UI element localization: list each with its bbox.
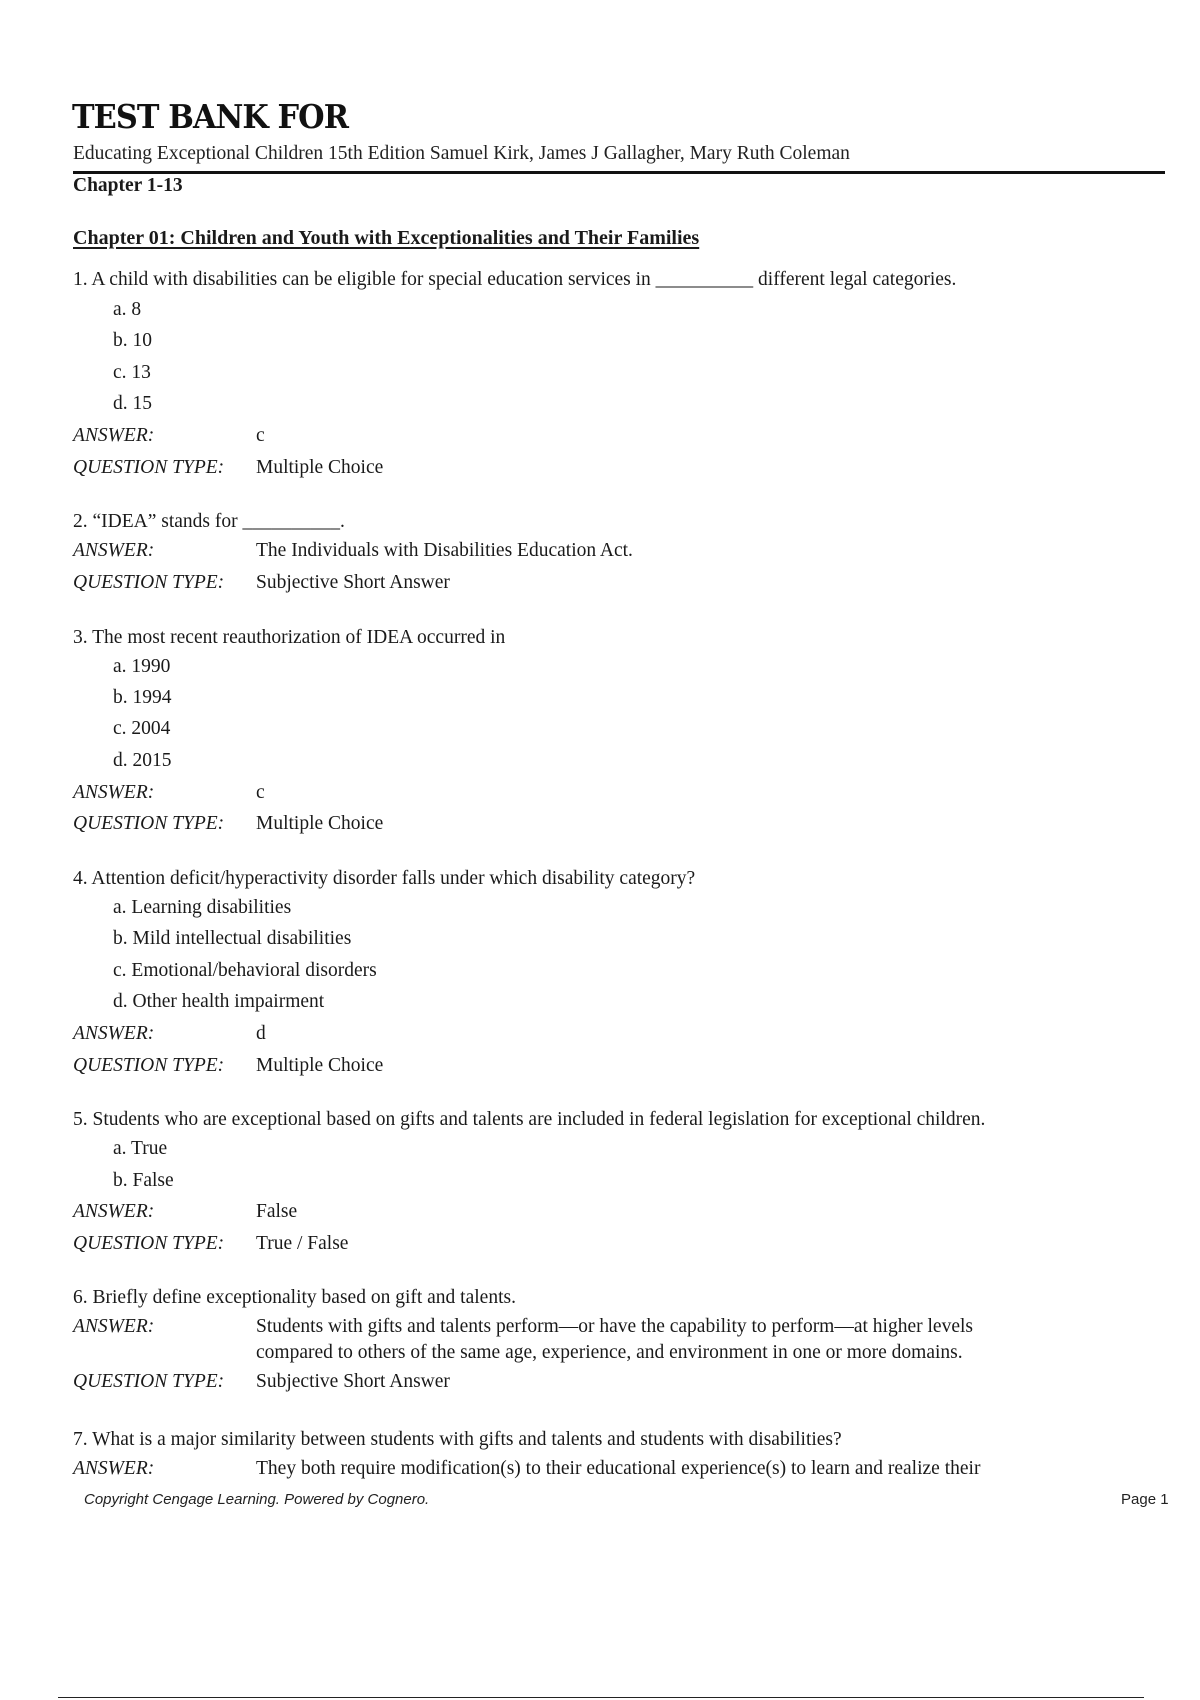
answer-option: b. 10 xyxy=(113,330,152,351)
answer-option: a. 8 xyxy=(113,299,142,320)
question-type-value: Multiple Choice xyxy=(256,1055,384,1076)
answer-value: They both require modification(s) to their educational experience(s) to learn and realize their xyxy=(256,1458,981,1479)
document-title: TEST BANK FOR xyxy=(72,97,349,136)
answer-value: False xyxy=(256,1201,298,1222)
question-type-value: Subjective Short Answer xyxy=(256,1371,450,1392)
answer-label: ANSWER: xyxy=(73,1201,155,1222)
answer-label: ANSWER: xyxy=(73,425,155,446)
question-text: 5. Students who are exceptional based on gifts and talents are included in federal legislation for exceptional children. xyxy=(73,1109,986,1130)
question-text: 4. Attention deficit/hyperactivity disorder falls under which disability category? xyxy=(73,868,696,889)
question-type-label: QUESTION TYPE: xyxy=(73,1233,225,1254)
answer-option: a. 1990 xyxy=(113,656,171,677)
question-type-label: QUESTION TYPE: xyxy=(73,457,225,478)
answer-label: ANSWER: xyxy=(73,1023,155,1044)
answer-option: d. Other health impairment xyxy=(113,991,325,1012)
answer-option: b. False xyxy=(113,1170,174,1191)
answer-value: The Individuals with Disabilities Education Act. xyxy=(256,540,633,561)
answer-option: c. 2004 xyxy=(113,718,171,739)
question-text: 1. A child with disabilities can be eligible for special education services in __________ different legal categories. xyxy=(73,269,957,290)
answer-option: b. Mild intellectual disabilities xyxy=(113,928,352,949)
answer-option: a. Learning disabilities xyxy=(113,897,292,918)
answer-option: a. True xyxy=(113,1138,168,1159)
answer-option: c. 13 xyxy=(113,362,151,383)
answer-value-line: compared to others of the same age, experience, and environment in one or more domains. xyxy=(256,1342,963,1363)
question-type-label: QUESTION TYPE: xyxy=(73,1371,225,1392)
answer-option: d. 2015 xyxy=(113,750,172,771)
question-type-label: QUESTION TYPE: xyxy=(73,1055,225,1076)
footer-page-number: Page 1 xyxy=(1121,1491,1169,1508)
chapter-range: Chapter 1-13 xyxy=(73,175,183,196)
answer-option: d. 15 xyxy=(113,393,152,414)
question-type-value: True / False xyxy=(256,1233,349,1254)
book-subtitle: Educating Exceptional Children 15th Edition Samuel Kirk, James J Gallagher, Mary Ruth Coleman xyxy=(73,143,850,164)
question-type-label: QUESTION TYPE: xyxy=(73,813,225,834)
answer-value: c xyxy=(256,782,265,803)
question-text: 7. What is a major similarity between students with gifts and talents and students with disabilities? xyxy=(73,1429,842,1450)
answer-value: d xyxy=(256,1023,266,1044)
next-page-divider xyxy=(58,1697,1144,1698)
question-type-value: Multiple Choice xyxy=(256,457,384,478)
question-text: 6. Briefly define exceptionality based on gift and talents. xyxy=(73,1287,516,1308)
chapter-heading: Chapter 01: Children and Youth with Exceptionalities and Their Families xyxy=(73,227,700,249)
question-type-label: QUESTION TYPE: xyxy=(73,572,225,593)
answer-option: b. 1994 xyxy=(113,687,172,708)
answer-label: ANSWER: xyxy=(73,1316,155,1337)
answer-label: ANSWER: xyxy=(73,782,155,803)
question-text: 3. The most recent reauthorization of IDEA occurred in xyxy=(73,627,506,648)
answer-value-line: Students with gifts and talents perform—or have the capability to perform—at higher levels xyxy=(256,1316,973,1337)
answer-option: c. Emotional/behavioral disorders xyxy=(113,960,377,981)
answer-label: ANSWER: xyxy=(73,540,155,561)
question-type-value: Multiple Choice xyxy=(256,813,384,834)
question-type-value: Subjective Short Answer xyxy=(256,572,450,593)
answer-value: c xyxy=(256,425,265,446)
question-text: 2. “IDEA” stands for __________. xyxy=(73,511,345,532)
answer-label: ANSWER: xyxy=(73,1458,155,1479)
footer-copyright: Copyright Cengage Learning. Powered by Cognero. xyxy=(84,1491,430,1508)
header-divider xyxy=(73,171,1165,174)
